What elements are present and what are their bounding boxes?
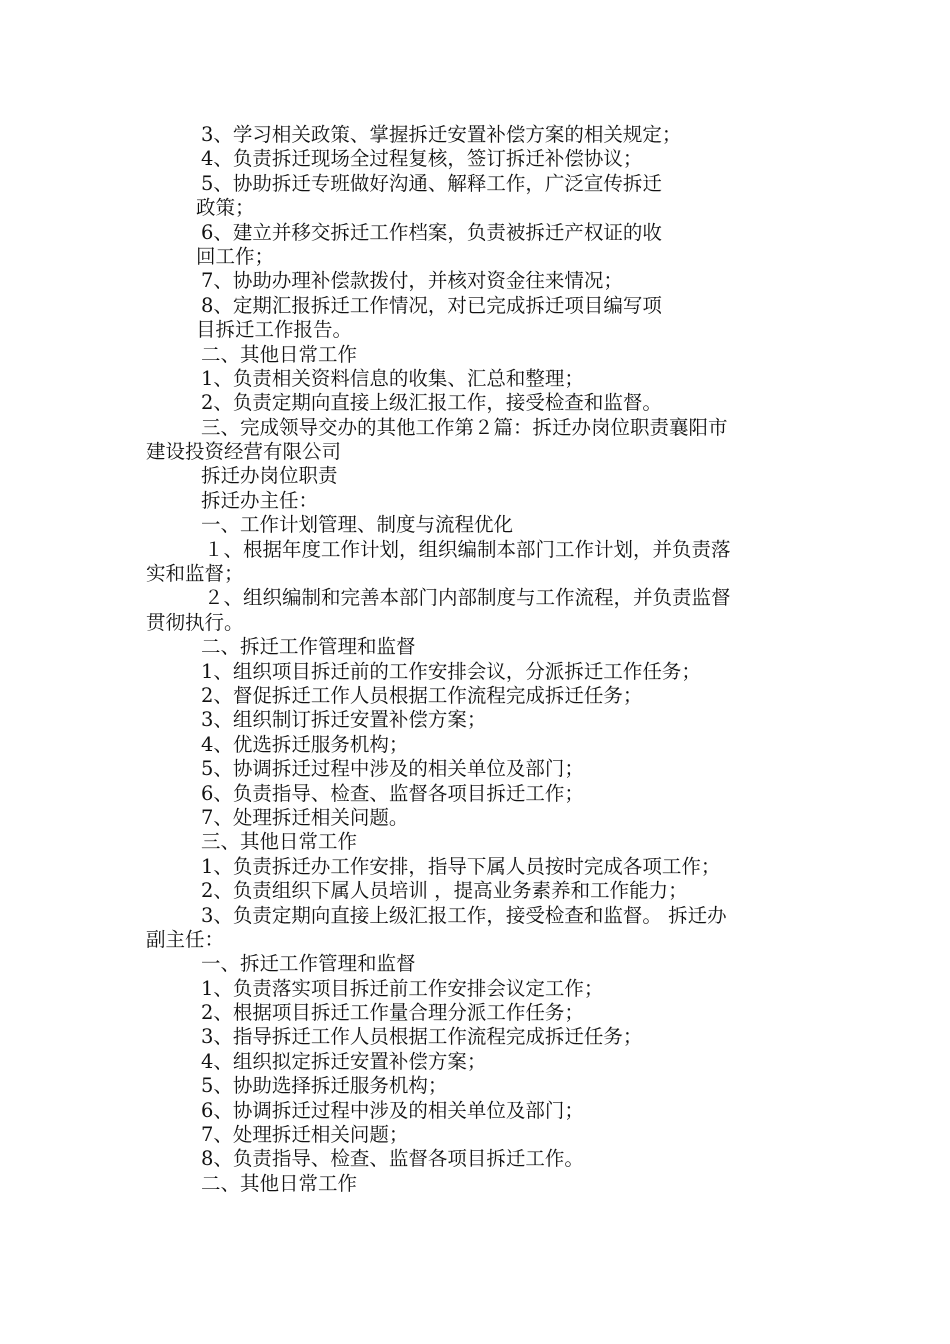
document-title: 拆迁办岗位职责 <box>201 464 338 488</box>
section-heading: 三、其他日常工作 <box>201 830 358 854</box>
text-line: ２、组织编制和完善本部门内部制度与工作流程，并负责监督 <box>204 586 731 610</box>
text-line: 5、协调拆迁过程中涉及的相关单位及部门； <box>201 757 584 781</box>
text-line: 回工作； <box>196 244 275 268</box>
section-heading: 二、其他日常工作 <box>201 1171 358 1195</box>
text-line: 7、协助办理补偿款拨付，并核对资金往来情况； <box>201 269 623 293</box>
text-line: 4、组织拟定拆迁安置补偿方案； <box>201 1049 487 1073</box>
text-line: 4、优选拆迁服务机构； <box>201 732 409 756</box>
text-line: 2、负责定期向直接上级汇报工作，接受检查和监督。 <box>201 391 662 415</box>
text-line: 1、负责落实项目拆迁前工作安排会议定工作； <box>201 976 604 1000</box>
text-line: 目拆迁工作报告。 <box>196 318 353 342</box>
text-line: 3、组织制订拆迁安置补偿方案； <box>201 708 487 732</box>
text-line: 3、负责定期向直接上级汇报工作，接受检查和监督。 拆迁办 <box>201 903 727 927</box>
text-line: 2、根据项目拆迁工作量合理分派工作任务； <box>201 1001 584 1025</box>
text-line: 实和监督； <box>146 562 244 586</box>
text-line: 3、指导拆迁工作人员根据工作流程完成拆迁任务； <box>201 1025 643 1049</box>
text-line: 5、协助选择拆迁服务机构； <box>201 1074 448 1098</box>
role-heading: 副主任： <box>146 927 225 951</box>
text-line: 4、负责拆迁现场全过程复核，签订拆迁补偿协议； <box>201 147 643 171</box>
text-line: 6、协调拆迁过程中涉及的相关单位及部门； <box>201 1098 584 1122</box>
text-line: 6、建立并移交拆迁工作档案，负责被拆迁产权证的收 <box>201 220 662 244</box>
section-heading: 一、工作计划管理、制度与流程优化 <box>201 513 514 537</box>
document-body <box>146 123 812 1196</box>
text-line: 7、处理拆迁相关问题； <box>201 1123 409 1147</box>
text-line: １、根据年度工作计划，组织编制本部门工作计划，并负责落 <box>204 537 731 561</box>
text-line: 1、负责拆迁办工作安排，指导下属人员按时完成各项工作； <box>201 854 721 878</box>
text-line: 三、完成领导交办的其他工作第２篇：拆迁办岗位职责襄阳市 <box>201 415 728 439</box>
text-line: 政策； <box>196 196 255 220</box>
text-line: 7、处理拆迁相关问题。 <box>201 805 409 829</box>
section-heading: 一、拆迁工作管理和监督 <box>201 952 416 976</box>
text-line: 8、定期汇报拆迁工作情况，对已完成拆迁项目编写项 <box>201 293 662 317</box>
text-line: 贯彻执行。 <box>146 610 244 634</box>
role-heading: 拆迁办主任： <box>201 488 319 512</box>
text-line: 2、负责组织下属人员培训 ，提高业务素养和工作能力； <box>201 879 688 903</box>
text-line: 建设投资经营有限公司 <box>146 440 342 464</box>
text-line: 1、负责相关资料信息的收集、汇总和整理； <box>201 366 584 390</box>
text-line: 2、督促拆迁工作人员根据工作流程完成拆迁任务； <box>201 683 643 707</box>
text-line: 6、负责指导、检查、监督各项目拆迁工作； <box>201 781 584 805</box>
text-line: 3、学习相关政策、掌握拆迁安置补偿方案的相关规定； <box>201 123 682 146</box>
text-line: 5、协助拆迁专班做好沟通、解释工作，广泛宣传拆迁 <box>201 171 662 195</box>
section-heading: 二、拆迁工作管理和监督 <box>201 635 416 659</box>
text-line: 1、组织项目拆迁前的工作安排会议，分派拆迁工作任务； <box>201 659 701 683</box>
text-line: 8、负责指导、检查、监督各项目拆迁工作。 <box>201 1147 584 1171</box>
section-heading: 二、其他日常工作 <box>201 342 358 366</box>
